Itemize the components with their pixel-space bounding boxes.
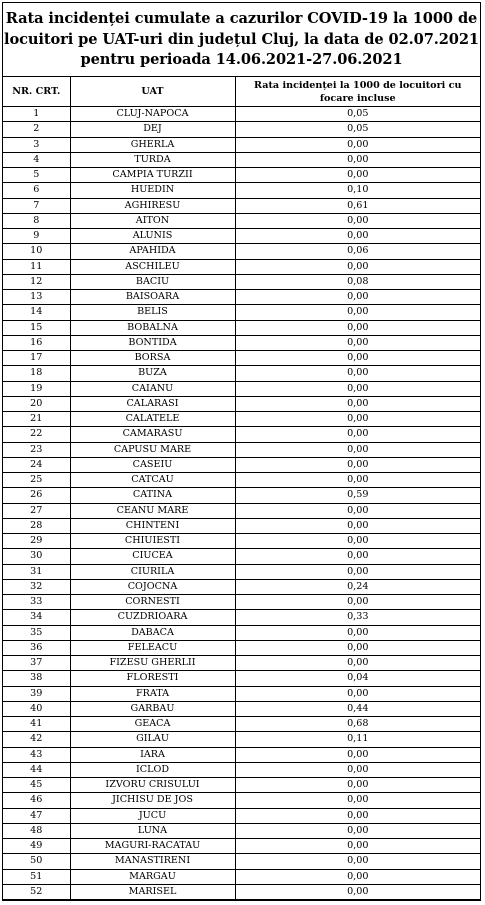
cell-uat: CAPUSU MARE xyxy=(70,442,235,457)
table-row xyxy=(3,793,480,808)
cell-nr-crt: 45 xyxy=(3,778,70,793)
cell-nr-crt: 21 xyxy=(3,412,70,427)
table-row xyxy=(3,152,480,167)
cell-incidence-rate: 0,00 xyxy=(235,762,480,777)
cell-incidence-rate: 0,05 xyxy=(235,122,480,137)
cell-incidence-rate: 0,00 xyxy=(235,793,480,808)
cell-uat: BUZA xyxy=(70,366,235,381)
cell-nr-crt: 20 xyxy=(3,396,70,411)
table-row xyxy=(3,610,480,625)
cell-nr-crt: 47 xyxy=(3,808,70,823)
table-row xyxy=(3,381,480,396)
cell-uat: COJOCNA xyxy=(70,579,235,594)
cell-nr-crt: 8 xyxy=(3,213,70,228)
cell-uat: AGHIRESU xyxy=(70,198,235,213)
cell-uat: MARISEL xyxy=(70,884,235,899)
cell-nr-crt: 30 xyxy=(3,549,70,564)
cell-incidence-rate: 0,24 xyxy=(235,579,480,594)
cell-incidence-rate: 0,00 xyxy=(235,823,480,838)
cell-incidence-rate: 0,59 xyxy=(235,488,480,503)
cell-uat: BONTIDA xyxy=(70,335,235,350)
table-row xyxy=(3,351,480,366)
table-row xyxy=(3,671,480,686)
title-line-1: Rata incidenței cumulate a cazurilor COVID-19 la 1000 de xyxy=(5,10,478,27)
cell-nr-crt: 31 xyxy=(3,564,70,579)
cell-nr-crt: 10 xyxy=(3,244,70,259)
cell-uat: FIZESU GHERLII xyxy=(70,656,235,671)
cell-nr-crt: 11 xyxy=(3,259,70,274)
table-row xyxy=(3,183,480,198)
cell-uat: FLORESTI xyxy=(70,671,235,686)
cell-uat: CLUJ-NAPOCA xyxy=(70,107,235,122)
header-uat: UAT xyxy=(70,77,235,107)
cell-incidence-rate: 0,00 xyxy=(235,534,480,549)
cell-incidence-rate: 0,00 xyxy=(235,320,480,335)
cell-incidence-rate: 0,05 xyxy=(235,107,480,122)
cell-nr-crt: 41 xyxy=(3,717,70,732)
cell-incidence-rate: 0,00 xyxy=(235,640,480,655)
cell-incidence-rate: 0,08 xyxy=(235,274,480,289)
table-row xyxy=(3,778,480,793)
cell-nr-crt: 32 xyxy=(3,579,70,594)
table-row xyxy=(3,564,480,579)
cell-nr-crt: 25 xyxy=(3,473,70,488)
table-row xyxy=(3,808,480,823)
cell-nr-crt: 46 xyxy=(3,793,70,808)
cell-uat: IARA xyxy=(70,747,235,762)
cell-nr-crt: 50 xyxy=(3,854,70,869)
cell-uat: CIUCEA xyxy=(70,549,235,564)
cell-uat: GEACA xyxy=(70,717,235,732)
cell-nr-crt: 3 xyxy=(3,137,70,152)
table-header-row xyxy=(3,77,480,107)
cell-incidence-rate: 0,00 xyxy=(235,381,480,396)
table-row xyxy=(3,595,480,610)
cell-incidence-rate: 0,06 xyxy=(235,244,480,259)
cell-incidence-rate: 0,00 xyxy=(235,686,480,701)
cell-incidence-rate: 0,61 xyxy=(235,198,480,213)
cell-uat: CATCAU xyxy=(70,473,235,488)
cell-uat: BELIS xyxy=(70,305,235,320)
cell-nr-crt: 19 xyxy=(3,381,70,396)
cell-incidence-rate: 0,00 xyxy=(235,442,480,457)
cell-uat: FELEACU xyxy=(70,640,235,655)
table-row xyxy=(3,518,480,533)
cell-nr-crt: 35 xyxy=(3,625,70,640)
cell-incidence-rate: 0,00 xyxy=(235,229,480,244)
table-row xyxy=(3,823,480,838)
table-row xyxy=(3,137,480,152)
cell-incidence-rate: 0,00 xyxy=(235,884,480,899)
cell-uat: LUNA xyxy=(70,823,235,838)
cell-uat: CHINTENI xyxy=(70,518,235,533)
cell-incidence-rate: 0,00 xyxy=(235,503,480,518)
cell-incidence-rate: 0,00 xyxy=(235,366,480,381)
title-line-2: locuitori pe UAT-uri din județul Cluj, la data de 02.07.2021 xyxy=(4,30,479,48)
cell-uat: CAMARASU xyxy=(70,427,235,442)
cell-uat: DABACA xyxy=(70,625,235,640)
cell-incidence-rate: 0,00 xyxy=(235,747,480,762)
cell-uat: GILAU xyxy=(70,732,235,747)
cell-nr-crt: 49 xyxy=(3,839,70,854)
table-row xyxy=(3,259,480,274)
cell-nr-crt: 7 xyxy=(3,198,70,213)
cell-nr-crt: 26 xyxy=(3,488,70,503)
cell-incidence-rate: 0,00 xyxy=(235,869,480,884)
title-line-3: pentru perioada 14.06.2021-27.06.2021 xyxy=(80,51,403,68)
cell-nr-crt: 48 xyxy=(3,823,70,838)
table-row xyxy=(3,335,480,350)
cell-uat: JUCU xyxy=(70,808,235,823)
cell-uat: ALUNIS xyxy=(70,229,235,244)
table-row xyxy=(3,457,480,472)
cell-uat: AITON xyxy=(70,213,235,228)
table-row xyxy=(3,640,480,655)
cell-uat: BACIU xyxy=(70,274,235,289)
cell-nr-crt: 44 xyxy=(3,762,70,777)
cell-nr-crt: 28 xyxy=(3,518,70,533)
cell-uat: ASCHILEU xyxy=(70,259,235,274)
table-row xyxy=(3,107,480,122)
cell-nr-crt: 33 xyxy=(3,595,70,610)
cell-nr-crt: 14 xyxy=(3,305,70,320)
cell-incidence-rate: 0,00 xyxy=(235,305,480,320)
cell-incidence-rate: 0,00 xyxy=(235,396,480,411)
cell-incidence-rate: 0,00 xyxy=(235,778,480,793)
cell-incidence-rate: 0,00 xyxy=(235,549,480,564)
table-row xyxy=(3,274,480,289)
cell-nr-crt: 42 xyxy=(3,732,70,747)
table-row xyxy=(3,396,480,411)
cell-uat: CORNESTI xyxy=(70,595,235,610)
cell-incidence-rate: 0,00 xyxy=(235,564,480,579)
table-row xyxy=(3,427,480,442)
cell-nr-crt: 16 xyxy=(3,335,70,350)
cell-incidence-rate: 0,00 xyxy=(235,137,480,152)
cell-incidence-rate: 0,00 xyxy=(235,168,480,183)
table-row xyxy=(3,701,480,716)
cell-nr-crt: 1 xyxy=(3,107,70,122)
cell-uat: BOBALNA xyxy=(70,320,235,335)
cell-incidence-rate: 0,00 xyxy=(235,656,480,671)
cell-nr-crt: 38 xyxy=(3,671,70,686)
table-body xyxy=(3,107,480,900)
table-row xyxy=(3,488,480,503)
cell-nr-crt: 43 xyxy=(3,747,70,762)
cell-incidence-rate: 0,33 xyxy=(235,610,480,625)
table-row xyxy=(3,884,480,899)
cell-uat: CAMPIA TURZII xyxy=(70,168,235,183)
cell-incidence-rate: 0,00 xyxy=(235,518,480,533)
cell-incidence-rate: 0,00 xyxy=(235,595,480,610)
cell-incidence-rate: 0,00 xyxy=(235,839,480,854)
table-row xyxy=(3,213,480,228)
cell-nr-crt: 5 xyxy=(3,168,70,183)
cell-uat: CALATELE xyxy=(70,412,235,427)
cell-incidence-rate: 0,44 xyxy=(235,701,480,716)
table-row xyxy=(3,762,480,777)
table-row xyxy=(3,366,480,381)
document-title xyxy=(3,3,480,77)
cell-incidence-rate: 0,00 xyxy=(235,335,480,350)
cell-nr-crt: 29 xyxy=(3,534,70,549)
table-row xyxy=(3,305,480,320)
cell-nr-crt: 27 xyxy=(3,503,70,518)
cell-uat: CEANU MARE xyxy=(70,503,235,518)
cell-uat: CALARASI xyxy=(70,396,235,411)
cell-incidence-rate: 0,00 xyxy=(235,473,480,488)
cell-uat: CASEIU xyxy=(70,457,235,472)
table-row xyxy=(3,839,480,854)
table-row xyxy=(3,534,480,549)
table-row xyxy=(3,503,480,518)
cell-nr-crt: 23 xyxy=(3,442,70,457)
table-row xyxy=(3,747,480,762)
cell-uat: DEJ xyxy=(70,122,235,137)
cell-uat: IZVORU CRISULUI xyxy=(70,778,235,793)
cell-incidence-rate: 0,00 xyxy=(235,427,480,442)
table-row xyxy=(3,686,480,701)
cell-uat: CIURILA xyxy=(70,564,235,579)
cell-uat: MARGAU xyxy=(70,869,235,884)
table-row xyxy=(3,473,480,488)
cell-nr-crt: 22 xyxy=(3,427,70,442)
header-nr-crt: NR. CRT. xyxy=(3,77,70,107)
cell-uat: GARBAU xyxy=(70,701,235,716)
table-row xyxy=(3,717,480,732)
cell-nr-crt: 39 xyxy=(3,686,70,701)
cell-uat: CAIANU xyxy=(70,381,235,396)
cell-uat: JICHISU DE JOS xyxy=(70,793,235,808)
table-row xyxy=(3,732,480,747)
table-row xyxy=(3,244,480,259)
cell-incidence-rate: 0,68 xyxy=(235,717,480,732)
table-row xyxy=(3,656,480,671)
table-row xyxy=(3,122,480,137)
cell-nr-crt: 51 xyxy=(3,869,70,884)
cell-nr-crt: 2 xyxy=(3,122,70,137)
table-row xyxy=(3,229,480,244)
table-row xyxy=(3,198,480,213)
cell-incidence-rate: 0,00 xyxy=(235,808,480,823)
cell-nr-crt: 13 xyxy=(3,290,70,305)
cell-incidence-rate: 0,11 xyxy=(235,732,480,747)
cell-uat: MANASTIRENI xyxy=(70,854,235,869)
cell-uat: BORSA xyxy=(70,351,235,366)
table-row xyxy=(3,320,480,335)
table-row xyxy=(3,625,480,640)
cell-incidence-rate: 0,04 xyxy=(235,671,480,686)
table-row xyxy=(3,168,480,183)
cell-nr-crt: 9 xyxy=(3,229,70,244)
document-sheet xyxy=(2,2,481,901)
cell-uat: HUEDIN xyxy=(70,183,235,198)
cell-uat: TURDA xyxy=(70,152,235,167)
cell-incidence-rate: 0,00 xyxy=(235,351,480,366)
cell-incidence-rate: 0,00 xyxy=(235,457,480,472)
cell-incidence-rate: 0,10 xyxy=(235,183,480,198)
cell-nr-crt: 6 xyxy=(3,183,70,198)
table-row xyxy=(3,412,480,427)
cell-nr-crt: 18 xyxy=(3,366,70,381)
header-incidence-rate: Rata incidenței la 1000 de locuitori cu focare incluse xyxy=(235,77,480,107)
cell-incidence-rate: 0,00 xyxy=(235,213,480,228)
cell-uat: GHERLA xyxy=(70,137,235,152)
cell-nr-crt: 24 xyxy=(3,457,70,472)
table-row xyxy=(3,854,480,869)
cell-nr-crt: 15 xyxy=(3,320,70,335)
table-row xyxy=(3,290,480,305)
cell-nr-crt: 4 xyxy=(3,152,70,167)
cell-nr-crt: 37 xyxy=(3,656,70,671)
cell-incidence-rate: 0,00 xyxy=(235,152,480,167)
cell-uat: FRATA xyxy=(70,686,235,701)
table-row xyxy=(3,869,480,884)
cell-incidence-rate: 0,00 xyxy=(235,412,480,427)
table-row xyxy=(3,442,480,457)
cell-uat: APAHIDA xyxy=(70,244,235,259)
cell-uat: BAISOARA xyxy=(70,290,235,305)
incidence-table xyxy=(3,77,480,900)
cell-nr-crt: 36 xyxy=(3,640,70,655)
cell-uat: ICLOD xyxy=(70,762,235,777)
cell-incidence-rate: 0,00 xyxy=(235,290,480,305)
cell-uat: CHIUIESTI xyxy=(70,534,235,549)
cell-incidence-rate: 0,00 xyxy=(235,259,480,274)
cell-incidence-rate: 0,00 xyxy=(235,854,480,869)
table-row xyxy=(3,549,480,564)
cell-uat: CUZDRIOARA xyxy=(70,610,235,625)
cell-nr-crt: 17 xyxy=(3,351,70,366)
cell-uat: CATINA xyxy=(70,488,235,503)
cell-incidence-rate: 0,00 xyxy=(235,625,480,640)
table-row xyxy=(3,579,480,594)
cell-uat: MAGURI-RACATAU xyxy=(70,839,235,854)
cell-nr-crt: 40 xyxy=(3,701,70,716)
cell-nr-crt: 12 xyxy=(3,274,70,289)
cell-nr-crt: 34 xyxy=(3,610,70,625)
cell-nr-crt: 52 xyxy=(3,884,70,899)
